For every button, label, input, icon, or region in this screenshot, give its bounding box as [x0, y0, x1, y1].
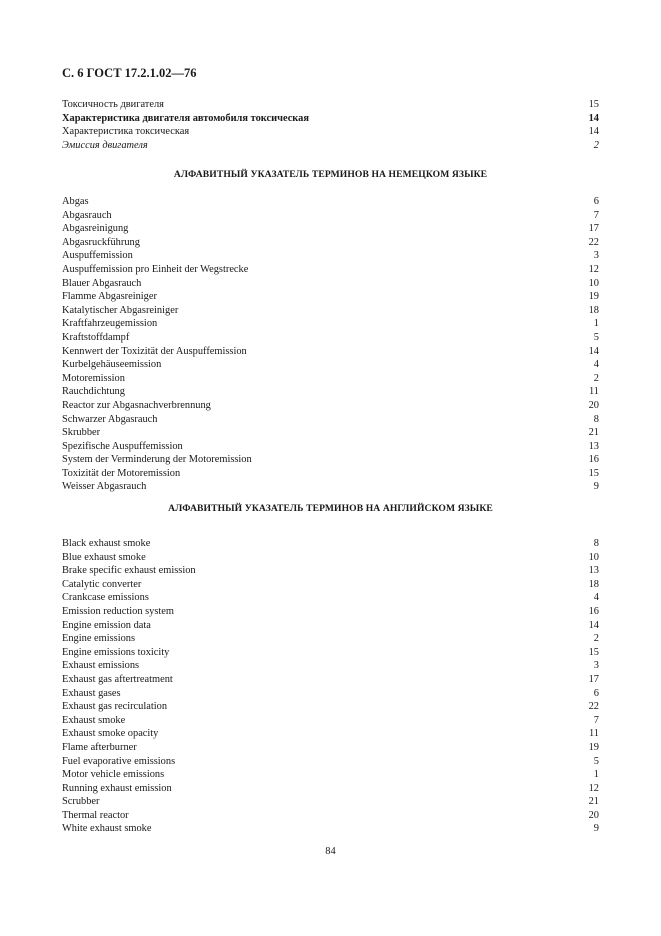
index-term: Flame afterburner [62, 741, 137, 753]
index-entry [62, 809, 599, 823]
index-term-number: 11 [588, 386, 599, 398]
german-index-heading: АЛФАВИТНЫЙ УКАЗАТЕЛЬ ТЕРМИНОВ НА НЕМЕЦКОМ ЯЗЫКЕ [173, 169, 488, 180]
index-term-number: 10 [588, 551, 599, 563]
index-term-number: 11 [588, 728, 599, 740]
index-term: Kennwert der Toxizität der Auspuffemission [62, 345, 247, 357]
index-term-number: 3 [593, 660, 599, 672]
index-term: Kraftfahrzeugemission [62, 318, 158, 330]
index-entry [62, 331, 599, 345]
index-entry [62, 619, 599, 633]
index-entry [62, 700, 599, 714]
index-term: Engine emissions [62, 633, 136, 645]
index-term: Katalytischer Abgasreiniger [62, 304, 179, 316]
index-term-number: 3 [593, 250, 599, 262]
index-term-number: 20 [588, 399, 599, 411]
index-entry [62, 413, 599, 427]
index-term-number: 17 [588, 223, 599, 235]
index-term-number: 10 [588, 277, 599, 289]
index-term-number: 16 [588, 454, 599, 466]
index-entry [62, 453, 599, 467]
index-term-number: 15 [588, 99, 599, 110]
index-term-number: 12 [588, 782, 599, 794]
index-term-number: 1 [593, 318, 599, 330]
index-term-number: 22 [588, 236, 599, 248]
index-term: Exhaust gas recirculation [62, 701, 168, 713]
index-term-number: 6 [593, 687, 599, 699]
index-term-number: 17 [588, 673, 599, 685]
index-term: Токсичность двигателя [62, 99, 164, 110]
index-term-number: 14 [588, 619, 599, 631]
index-term-number: 1 [593, 769, 599, 781]
index-entry [62, 290, 599, 304]
index-term-number: 2 [593, 139, 599, 151]
index-term-number: 13 [588, 565, 599, 577]
index-term: System der Verminderung der Motoremission [62, 454, 252, 466]
index-term-number: 19 [588, 291, 599, 303]
index-term-number: 14 [588, 345, 599, 357]
index-term: Blauer Abgasrauch [62, 277, 142, 289]
index-term-number: 18 [588, 578, 599, 590]
index-term-number: 21 [588, 427, 599, 439]
index-term-number: 2 [593, 372, 599, 384]
index-term: Exhaust smoke [62, 714, 126, 726]
index-term: Abgasrauch [62, 209, 112, 221]
index-term: Blue exhaust smoke [62, 551, 146, 563]
index-term-number: 21 [588, 796, 599, 808]
index-term: Running exhaust emission [62, 782, 172, 794]
index-term: Motoremission [62, 372, 125, 384]
index-entry [62, 236, 599, 250]
index-term: Brake specific exhaust emission [62, 565, 196, 577]
index-entry [62, 372, 599, 386]
index-term: Reactor zur Abgasnachverbrennung [62, 399, 211, 411]
index-term: Характеристика токсическая [62, 126, 190, 138]
index-term-number: 18 [588, 304, 599, 316]
index-entry [62, 632, 599, 646]
index-entry [62, 659, 599, 673]
index-term: Kraftstoffdampf [62, 331, 130, 343]
index-term: Emission reduction system [62, 605, 174, 617]
index-term: Scrubber [62, 796, 100, 808]
index-term: Crankcase emissions [62, 592, 149, 604]
index-term-number: 19 [588, 741, 599, 753]
index-term-number: 22 [588, 701, 599, 713]
russian-index-tail [62, 98, 599, 152]
index-term-number: 7 [593, 714, 599, 726]
index-term: Catalytic converter [62, 578, 142, 590]
index-entry [62, 317, 599, 331]
index-term: Fuel evaporative emissions [62, 755, 176, 767]
index-term: Thermal reactor [62, 809, 129, 821]
index-entry [62, 112, 599, 126]
index-term-number: 7 [593, 209, 599, 221]
index-term: Abgasruckführung [62, 236, 140, 248]
index-term: Exhaust gas aftertreatment [62, 673, 173, 685]
index-entry [62, 605, 599, 619]
index-term: Abgasreinigung [62, 223, 129, 235]
index-term: Kurbelgehäuseemission [62, 359, 162, 371]
index-entry [62, 741, 599, 755]
index-entry [62, 467, 599, 481]
index-entry [62, 480, 599, 494]
index-entry [62, 345, 599, 359]
index-term: Эмиссия двигателя [62, 139, 148, 151]
index-term-number: 8 [593, 538, 599, 549]
index-entry [62, 426, 599, 440]
german-index-list [62, 195, 599, 494]
index-term: Exhaust gases [62, 687, 121, 699]
index-term: Flamme Abgasreiniger [62, 291, 157, 303]
index-entry [62, 782, 599, 796]
index-entry [62, 440, 599, 454]
index-term: Weisser Abgasrauch [62, 481, 147, 493]
index-term: Skrubber [62, 427, 101, 439]
index-entry [62, 304, 599, 318]
index-entry [62, 687, 599, 701]
index-entry [62, 551, 599, 565]
index-term-number: 8 [593, 413, 599, 425]
index-term: Характеристика двигателя автомобиля токсическая [62, 112, 309, 124]
index-entry [62, 714, 599, 728]
index-entry [62, 98, 599, 112]
index-term: Engine emission data [62, 619, 151, 631]
index-term-number: 13 [588, 440, 599, 452]
page-header: С. 6 ГОСТ 17.2.1.02—76 [62, 66, 197, 80]
index-term: Motor vehicle emissions [62, 769, 165, 781]
index-term-number: 4 [593, 592, 599, 604]
index-entry [62, 249, 599, 263]
index-term-number: 12 [588, 263, 599, 275]
index-entry [62, 222, 599, 236]
index-term: Abgas [62, 196, 89, 207]
index-entry [62, 195, 599, 209]
index-entry [62, 564, 599, 578]
index-entry [62, 209, 599, 223]
english-index-list [62, 537, 599, 836]
index-entry [62, 795, 599, 809]
index-entry [62, 768, 599, 782]
index-term: White exhaust smoke [62, 823, 152, 835]
index-term-number: 16 [588, 605, 599, 617]
index-entry [62, 646, 599, 660]
index-term-number: 15 [588, 646, 599, 658]
index-term: Engine emissions toxicity [62, 646, 170, 658]
page-number: 84 [325, 846, 336, 857]
index-entry [62, 263, 599, 277]
index-term: Rauchdichtung [62, 386, 125, 398]
index-entry [62, 822, 599, 836]
index-term-number: 14 [588, 112, 599, 124]
index-term: Spezifische Auspuffemission [62, 440, 183, 452]
index-entry [62, 139, 599, 153]
index-term-number: 4 [593, 359, 599, 371]
english-index-heading: АЛФАВИТНЫЙ УКАЗАТЕЛЬ ТЕРМИНОВ НА АНГЛИЙСКОМ ЯЗЫКЕ [168, 503, 493, 514]
index-entry [62, 125, 599, 139]
index-entry [62, 537, 599, 551]
index-term: Auspuffemission pro Einheit der Wegstrecke [62, 263, 249, 275]
index-entry [62, 578, 599, 592]
index-entry [62, 399, 599, 413]
index-term-number: 14 [588, 126, 599, 138]
index-term-number: 15 [588, 467, 599, 479]
index-term-number: 2 [593, 633, 599, 645]
index-term-number: 9 [593, 823, 599, 835]
index-entry [62, 727, 599, 741]
index-term-number: 6 [593, 196, 599, 207]
index-term: Exhaust smoke opacity [62, 728, 159, 740]
index-entry [62, 277, 599, 291]
index-entry [62, 385, 599, 399]
index-entry [62, 591, 599, 605]
index-term-number: 5 [593, 755, 599, 767]
index-term: Toxizität der Motoremission [62, 467, 181, 479]
index-term-number: 5 [593, 331, 599, 343]
index-term: Black exhaust smoke [62, 538, 151, 549]
index-entry [62, 673, 599, 687]
index-entry [62, 755, 599, 769]
index-term: Schwarzer Abgasrauch [62, 413, 158, 425]
index-term-number: 9 [593, 481, 599, 493]
index-term-number: 20 [588, 809, 599, 821]
index-term: Auspuffemission [62, 250, 133, 262]
index-term: Exhaust emissions [62, 660, 140, 672]
index-entry [62, 358, 599, 372]
